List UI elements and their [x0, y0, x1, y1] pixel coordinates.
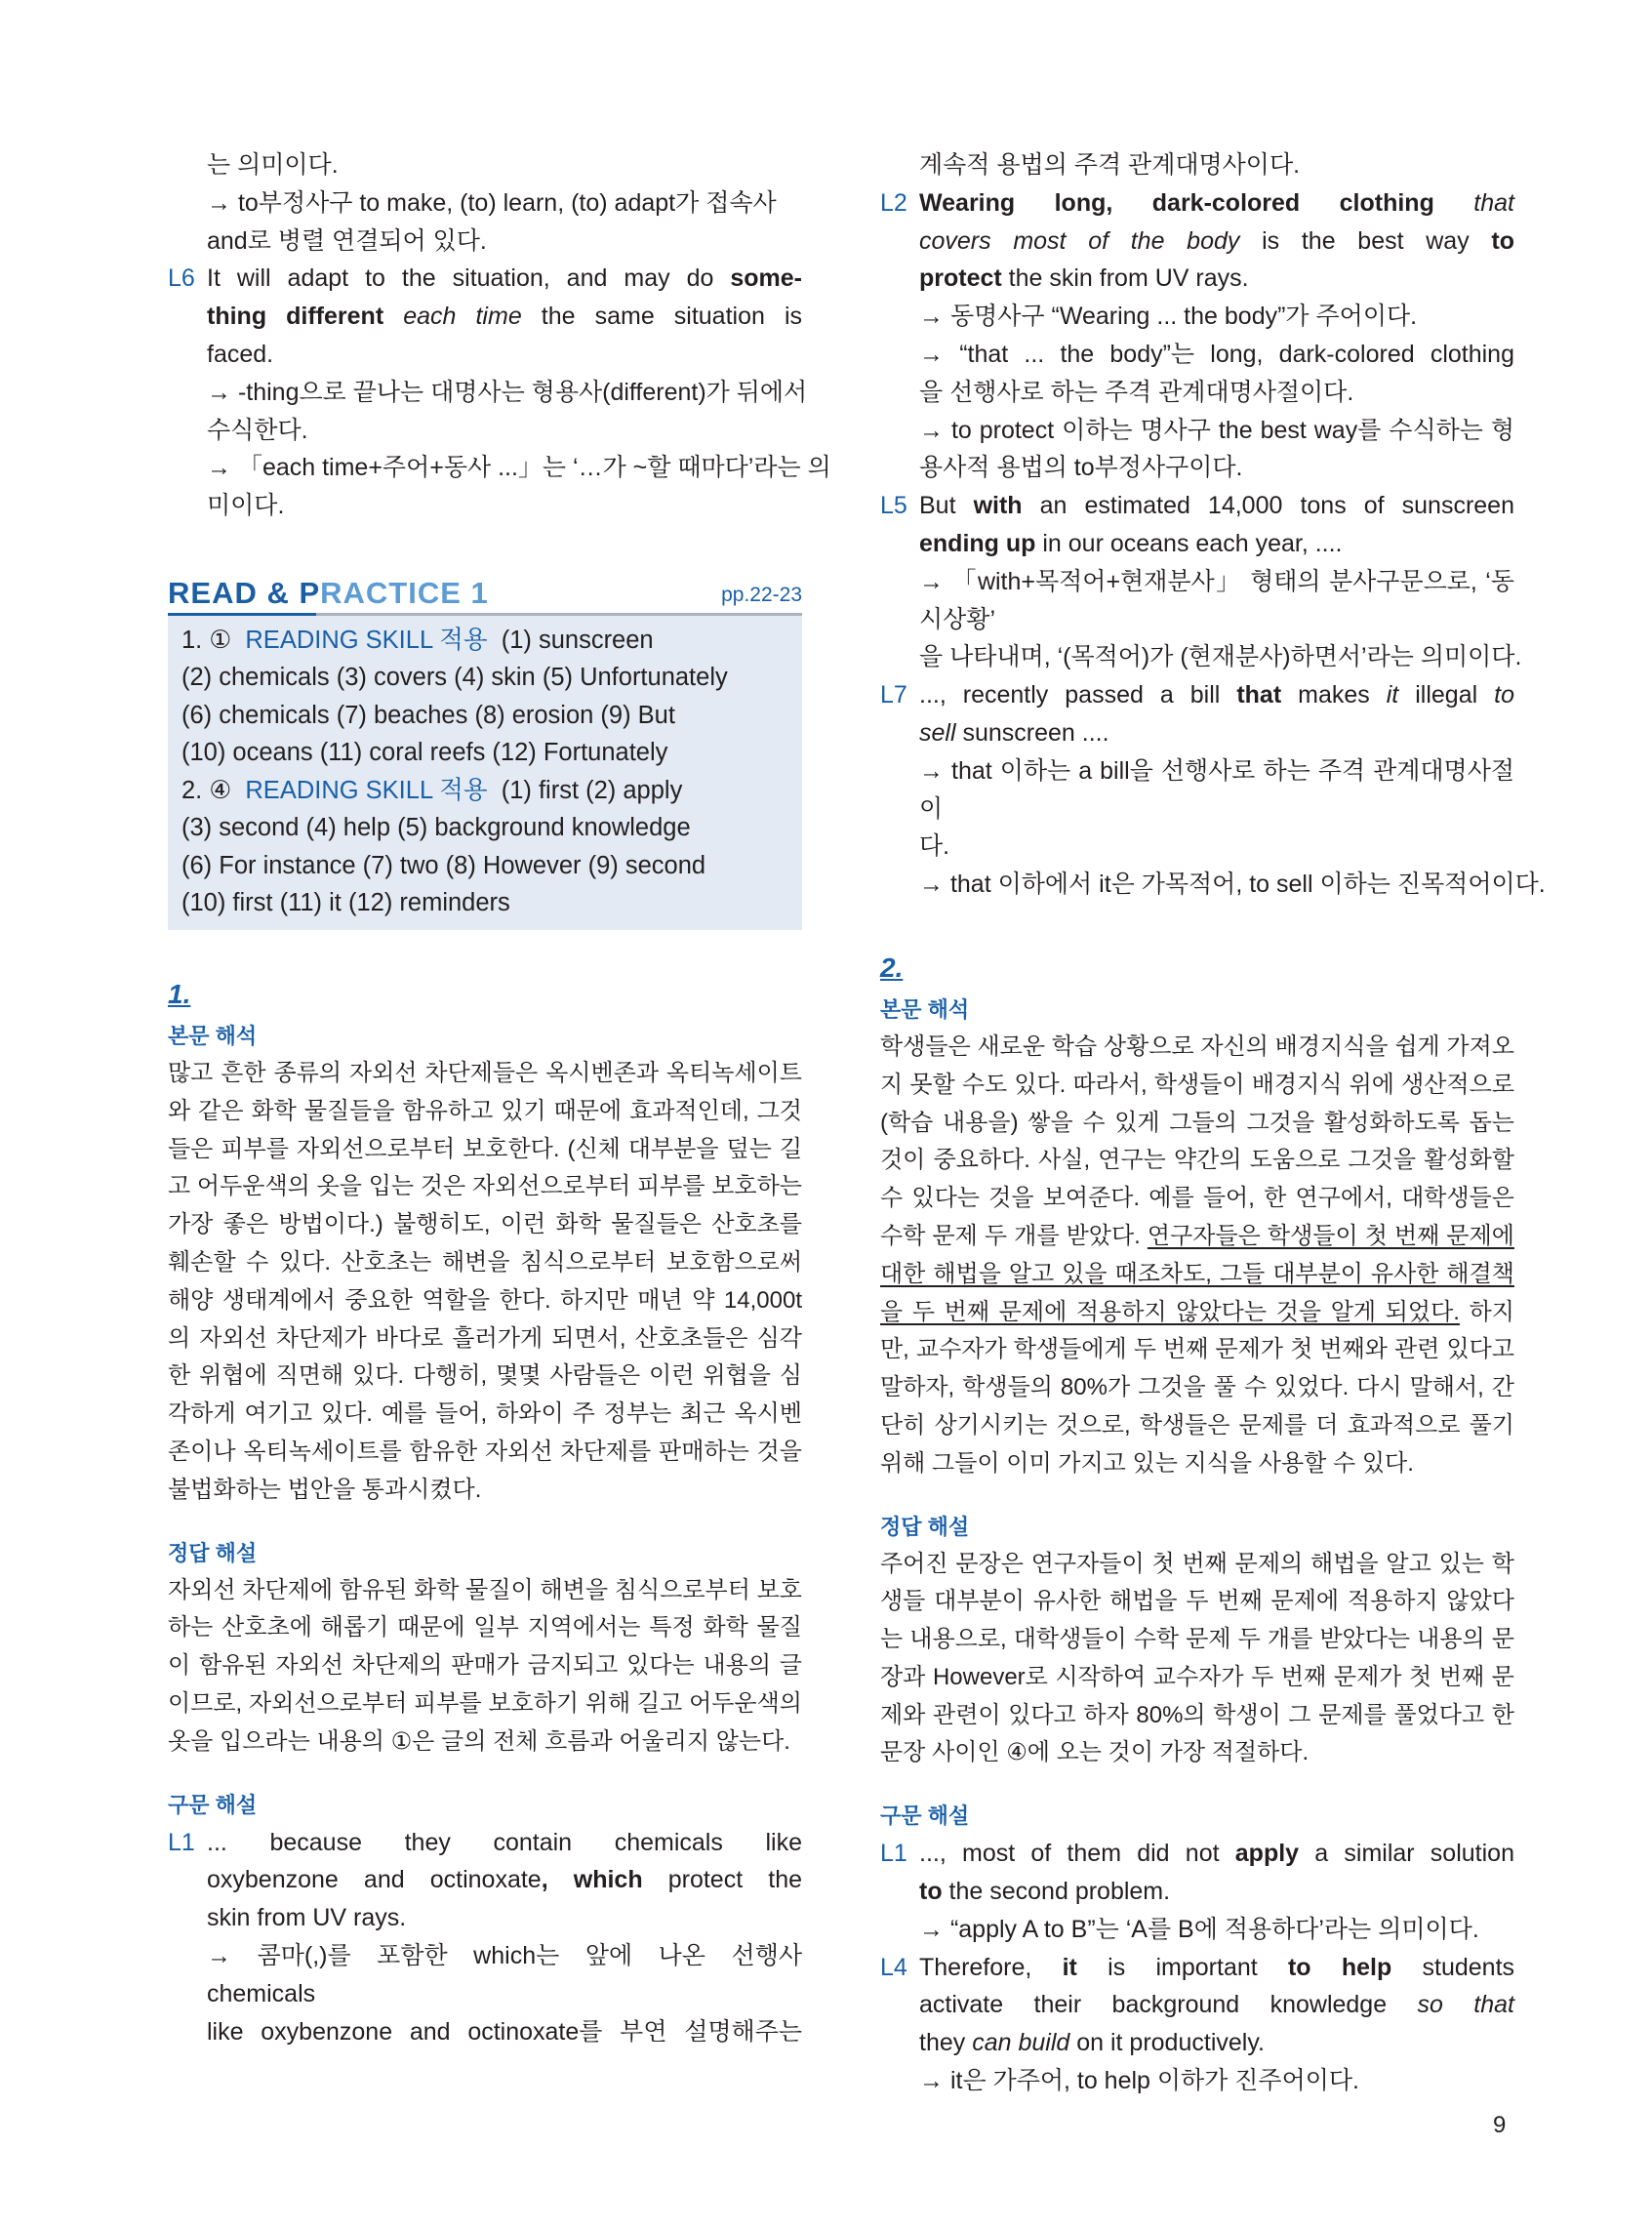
- text-line: [168, 374, 808, 412]
- line-text: thing different each time the same situation is: [207, 303, 803, 331]
- line-text: But with an estimated 14,000 tons of sunscreen: [919, 492, 1514, 520]
- line-text: ... because they contain chemicals like: [207, 1828, 802, 1856]
- line-text: → that 이하는 a bill을 선행사로 하는 주격 관계대명사절이: [919, 756, 1514, 823]
- line-reference-label: L1: [168, 1828, 195, 1856]
- line-text: (6) chemicals (7) beaches (8) erosion (9) But: [181, 701, 675, 729]
- answer-key-box: [168, 616, 802, 930]
- line-text: sell sunscreen ....: [919, 718, 1109, 747]
- text-line: [880, 752, 1514, 829]
- line-text: → 동명사구 “Wearing ... the body”가 주어이다.: [919, 303, 1418, 331]
- translation-text-1: 많고 흔한 종류의 자외선 차단제들은 옥시벤존과 옥티녹세이트와 같은 화학 물질들을 함유하고 있기 때문에 효과적인데, 그것들은 피부를 자외선으로부터 보호한다. (신체 대부분을 덮는 길고 어두운색의 옷을 입는 것은 자외선으로부터 피부를 보호하는 가장 좋은 방법이다.) 불행히도, 이런 화학 물질들은 산호초를 훼손할 수 있다. 산호초는 해변을 침식으로부터 보호함으로써 해양 생태계에서 중요한 역할을 한다. 하지만 매년 약 14,000t의 자외선 차단제가 바다로 흘러가게 되면서, 산호초들은 심각한 위협에 직면해 있다. 다행히, 몇몇 사람들은 이런 위협을 심각하게 여기고 있다. 예를 들어, 하와이 주 정부는 최근 옥시벤존이나 옥티녹세이트를 함유한 자외선 차단제를 판매하는 것을 불법화하는 법안을 통과시켰다.: [168, 1059, 802, 1503]
- text-line: [181, 809, 788, 847]
- page-number: 9: [1493, 2112, 1507, 2138]
- line-text: → it은 가주어, to help 이하가 진주어이다.: [919, 2067, 1359, 2095]
- text-line: [880, 487, 1514, 525]
- text-line: [168, 412, 802, 450]
- line-text: → to protect 이하는 명사구 the best way를 수식하는 형: [919, 416, 1514, 444]
- line-text: 을 선행사로 하는 주격 관계대명사절이다.: [919, 378, 1354, 406]
- continued-grammar-notes: [168, 146, 831, 525]
- text-line: [880, 1911, 1514, 1949]
- question-number-1: 1.: [168, 978, 191, 1009]
- text-line: [168, 2013, 802, 2051]
- grammar-notes-2: [880, 1835, 1514, 2100]
- text-line: [181, 734, 788, 772]
- line-text: 미이다.: [207, 492, 285, 520]
- text-line: [168, 260, 802, 298]
- text-line: [880, 638, 1522, 676]
- line-text: ..., most of them did not apply a similar solution: [919, 1840, 1514, 1868]
- text-line: [880, 336, 1514, 374]
- header-accent-bar: [168, 613, 316, 616]
- text-line: [880, 714, 1514, 752]
- line-text: (10) first (11) it (12) reminders: [181, 889, 510, 917]
- line-text: → 콤마(,)를 포함한 which는 앞에 나온 선행사 chemicals: [207, 1941, 802, 2007]
- line-text: oxybenzone and octinoxate, which protect the: [207, 1866, 802, 1894]
- text-line: [880, 2062, 1514, 2100]
- text-line: [168, 449, 831, 487]
- line-reference-label: L1: [880, 1840, 907, 1868]
- line-reference-label: L6: [168, 264, 195, 293]
- line-reference-label: L5: [880, 492, 907, 520]
- text-line: [181, 622, 788, 660]
- line-text: covers most of the body is the best way to: [919, 226, 1515, 255]
- text-line: [168, 1861, 802, 1899]
- page-range: pp.22-23: [721, 583, 802, 606]
- text-line: [880, 449, 1514, 487]
- line-text: faced.: [207, 340, 274, 368]
- line-text: (3) second (4) help (5) background knowledge: [181, 814, 691, 842]
- text-line: [168, 336, 802, 374]
- section-header: [168, 568, 802, 616]
- right-column: [880, 146, 1546, 2100]
- grammar-heading-1: 구문 해설: [168, 1792, 258, 1817]
- text-line: [168, 298, 802, 336]
- grammar-notes-1: [168, 1824, 802, 2051]
- text-line: [880, 260, 1514, 298]
- text-line: [181, 772, 788, 810]
- line-text: → -thing으로 끝나는 대명사는 형용사(different)가 뒤에서: [207, 378, 808, 406]
- text-line: [880, 298, 1514, 336]
- text-line: [181, 847, 788, 885]
- text-line: [880, 2024, 1514, 2062]
- line-reference-label: L2: [880, 188, 907, 217]
- translation-underlined-sentence: 연구자들은 학생들이 첫 번째 문제에 대한 해법을 알고 있을 때조차도, 그들 대부분이 유사한 해결책을 두 번째 문제에 적용하지 않았다는 것을 알게 되었다.: [880, 1222, 1514, 1325]
- text-line: [880, 374, 1514, 412]
- line-text: 계속적 용법의 주격 관계대명사이다.: [919, 151, 1301, 179]
- line-text: 다.: [919, 832, 950, 861]
- translation-pre: 학생들은 새로운 학습 상황으로 자신의 배경지식을 쉽게 가져오지 못할 수도 있다. 따라서, 학생들이 배경지식 위에 생산적으로 (학습 내용을) 쌓을 수 있게 그들의 그것을 활성화하도록 돕는 것이 중요하다. 사실, 연구는 약간의 도움으로 그것을 활성화할 수 있다는 것을 보여준다. 예를 들어, 한 연구에서, 대학생들은 수학 문제 두 개를 받았다.: [880, 1033, 1514, 1249]
- line-text: It will adapt to the situation, and may do some-: [207, 264, 802, 293]
- line-text: and로 병렬 연결되어 있다.: [207, 226, 487, 255]
- left-column: [168, 146, 831, 2050]
- text-line: [880, 866, 1546, 904]
- line-text: like oxybenzone and octinoxate를 부연 설명해주는: [207, 2017, 802, 2046]
- line-text: Wearing long, dark-colored clothing that: [919, 188, 1514, 217]
- translation-text-2: [880, 1029, 1514, 1483]
- line-text: Therefore, it is important to help students: [919, 1953, 1515, 1981]
- line-text: → “apply A to B”는 ‘A를 B에 적용하다’라는 의미이다.: [919, 1915, 1479, 1943]
- text-line: [168, 223, 802, 261]
- line-text: 수식한다.: [207, 416, 308, 444]
- line-text: activate their background knowledge so that: [919, 1991, 1514, 2019]
- answer-heading-2: 정답 해설: [880, 1514, 970, 1539]
- answer-explanation-1: 자외선 차단제에 함유된 화학 물질이 해변을 침식으로부터 보호하는 산호초에 해롭기 때문에 일부 지역에서는 특정 화학 물질이 함유된 자외선 차단제의 판매가 금지되고 있다는 내용의 글이므로, 자외선으로부터 피부를 보호하기 위해 길고 어두운색의 옷을 입으라는 내용의 ①은 글의 전체 흐름과 어울리지 않는다.: [168, 1576, 802, 1755]
- grammar-heading-2: 구문 해설: [880, 1803, 970, 1829]
- line-text: → 「with+목적어+현재분사」 형태의 분사구문으로, ‘동시상황’: [919, 567, 1514, 633]
- text-line: [168, 1937, 802, 2013]
- line-text: protect the skin from UV rays.: [919, 264, 1249, 293]
- line-text: → 「each time+주어+동사 ...」는 ‘…가 ~할 때마다’라는 의: [207, 454, 831, 482]
- text-line: [880, 525, 1514, 563]
- text-line: [181, 884, 788, 922]
- section-title: READ & PRACTICE 1: [168, 575, 489, 610]
- line-text: 1. ① READING SKILL 적용 (1) sunscreen: [181, 626, 654, 654]
- line-text: ending up in our oceans each year, ....: [919, 529, 1343, 557]
- line-reference-label: L7: [880, 681, 907, 709]
- line-text: → that 이하에서 it은 가목적어, to sell 이하는 진목적어이다.: [919, 871, 1546, 899]
- text-line: [880, 828, 1514, 866]
- line-text: ..., recently passed a bill that makes it illegal to: [919, 681, 1514, 709]
- line-text: (2) chemicals (3) covers (4) skin (5) Unfortunately: [181, 664, 728, 692]
- text-line: [168, 1899, 802, 1937]
- line-text: → “that ... the body”는 long, dark-colored clothing: [919, 340, 1514, 368]
- text-line: [168, 1824, 802, 1862]
- text-line: [880, 1873, 1514, 1911]
- text-line: [880, 146, 1514, 184]
- text-line: [168, 487, 802, 525]
- text-line: [880, 223, 1514, 261]
- line-text: they can build on it productively.: [919, 2029, 1265, 2057]
- translation-post: 하지만, 교수자가 학생들에게 두 번째 문제가 첫 번째와 관련 있다고 말하자, 학생들의 80%가 그것을 풀 수 있었다. 다시 말해서, 간단히 상기시키는 것으로, 학생들은 문제를 더 효과적으로 풀기 위해 그들이 이미 가지고 있는 지식을 사용할 수 있다.: [880, 1298, 1514, 1477]
- text-line: [880, 676, 1514, 714]
- text-line: [880, 1835, 1514, 1873]
- answer-explanation-2: 주어진 문장은 연구자들이 첫 번째 문제의 해법을 알고 있는 학생들 대부분이 유사한 해법을 두 번째 문제에 적용하지 않았다는 내용으로, 대학생들이 수학 문제 두 개를 받았다는 내용의 문장과 However로 시작하여 교수자가 두 번째 문제가 첫 번째 문제와 관련이 있다고 하자 80%의 학생이 그 문제를 풀었다고 한 문장 사이인 ④에 오는 것이 가장 적절하다.: [880, 1550, 1514, 1766]
- translation-heading-1: 본문 해석: [168, 1023, 258, 1048]
- answer-heading-1: 정답 해설: [168, 1540, 258, 1565]
- line-text: (10) oceans (11) coral reefs (12) Fortunately: [181, 739, 668, 767]
- text-line: [880, 1949, 1514, 1987]
- text-line: [880, 412, 1514, 450]
- line-text: 2. ④ READING SKILL 적용 (1) first (2) apply: [181, 776, 683, 804]
- translation-heading-2: 본문 해석: [880, 996, 970, 1022]
- text-line: [181, 659, 788, 697]
- line-text: 을 나타내며, ‘(목적어)가 (현재분사)하면서’라는 의미이다.: [919, 643, 1522, 671]
- text-line: [168, 146, 802, 184]
- text-line: [181, 697, 788, 735]
- line-text: 용사적 용법의 to부정사구이다.: [919, 454, 1243, 482]
- question-number-2: 2.: [880, 952, 904, 983]
- grammar-notes-1-continued: [880, 146, 1546, 904]
- line-text: (6) For instance (7) two (8) However (9) second: [181, 851, 706, 879]
- text-line: [880, 1986, 1514, 2024]
- line-reference-label: L4: [880, 1953, 907, 1981]
- line-text: → to부정사구 to make, (to) learn, (to) adapt가 접속사: [207, 188, 777, 217]
- text-line: [880, 184, 1514, 223]
- text-line: [880, 563, 1514, 639]
- line-text: to the second problem.: [919, 1878, 1171, 1906]
- line-text: skin from UV rays.: [207, 1904, 407, 1932]
- line-text: 는 의미이다.: [207, 151, 339, 179]
- text-line: [168, 184, 802, 223]
